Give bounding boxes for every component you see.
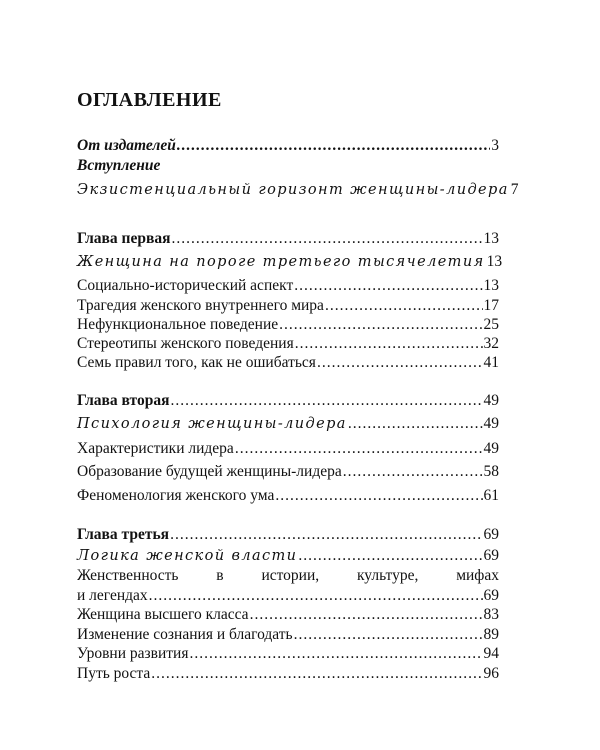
toc-entry[interactable] [77, 276, 499, 296]
toc-entry-title: Образование будущей женщины-лидера [77, 463, 342, 480]
dot-leader [325, 296, 483, 316]
toc-subtitle-2[interactable] [77, 414, 499, 434]
toc-entry-page: 69 [483, 526, 499, 543]
dot-leader [294, 625, 483, 645]
toc-entry[interactable] [77, 644, 499, 664]
toc-chapter-title: Глава вторая [77, 392, 170, 409]
toc-entry-title: Уровни развития [77, 645, 189, 662]
toc-entry-title: Вступление [77, 157, 161, 174]
toc-entry-page: 69 [483, 587, 499, 604]
dot-leader [294, 276, 482, 296]
toc-chapter-3[interactable] [77, 525, 499, 545]
toc-entry-wrapped[interactable] [77, 566, 499, 586]
toc-entry-title: Трагедия женского внутреннего мира [77, 297, 324, 314]
toc-entry[interactable] [77, 315, 499, 335]
dot-leader [343, 462, 483, 482]
toc-entry-publisher[interactable] [77, 136, 499, 156]
toc-entry-preface[interactable] [77, 156, 499, 176]
toc-entry-title-line [77, 566, 499, 586]
toc-entry-page: 13 [486, 253, 503, 270]
toc-entry[interactable] [77, 625, 499, 645]
toc-entry-page: 41 [483, 354, 499, 371]
toc-chapter-1[interactable] [77, 229, 499, 249]
page-heading: ОГЛАВЛЕНИЕ [77, 89, 222, 111]
dot-leader [298, 546, 482, 566]
toc-entry-title: Семь правил того, как не ошибаться [77, 354, 316, 371]
toc-entry-title: Женщина высшего класса [77, 606, 249, 623]
dot-leader [279, 315, 482, 335]
toc-entry-title: Изменение сознания и благодать [77, 626, 293, 643]
toc-chapter-title: Глава первая [77, 230, 171, 247]
toc-entry[interactable] [77, 605, 499, 625]
dot-leader [250, 605, 483, 625]
toc-entry-title: Феноменология женского ума [77, 487, 275, 504]
toc-entry-page: 32 [483, 335, 499, 352]
toc-entry-existential[interactable] [77, 180, 519, 200]
dot-leader [151, 664, 482, 684]
dot-leader [170, 391, 482, 411]
toc-entry-page: 25 [483, 316, 499, 333]
toc-chapter-title: Глава третья [77, 526, 170, 543]
toc-entry-page: 49 [483, 392, 499, 409]
toc-entry-title: Логика женской власти [77, 548, 298, 564]
toc-word: мифах [456, 567, 499, 584]
toc-entry[interactable] [77, 334, 499, 354]
toc-entry-page: 94 [483, 645, 499, 662]
toc-entry-page: 58 [483, 463, 499, 480]
toc-entry[interactable] [77, 462, 499, 482]
toc-entry[interactable] [77, 296, 499, 316]
toc-entry-page: 7 [510, 181, 519, 198]
toc-entry-title: Экзистенциальный горизонт женщины-лидера [77, 182, 509, 198]
toc-entry-title: Женщина на пороге третьего тысячелетия [77, 254, 485, 270]
toc-subtitle-3[interactable] [77, 546, 499, 566]
dot-leader [348, 414, 483, 434]
toc-entry-page: 3 [491, 137, 499, 154]
dot-leader [170, 525, 482, 545]
toc-subtitle-1[interactable] [77, 252, 503, 272]
toc-entry[interactable] [77, 486, 499, 506]
toc-entry-title: и легендах [77, 587, 148, 604]
toc-entry-title: От издателей [77, 137, 176, 154]
dot-leader [172, 229, 483, 249]
dot-leader [235, 439, 483, 459]
toc-chapter-2[interactable] [77, 391, 499, 411]
toc-entry-title: Социально-исторический аспект [77, 277, 294, 294]
toc-entry[interactable] [77, 439, 499, 459]
dot-leader [189, 644, 482, 664]
toc-entry-page: 49 [483, 440, 499, 457]
toc-word: истории, [261, 567, 320, 584]
toc-entry-title: Стереотипы женского поведения [77, 335, 294, 352]
toc-entry-title: Характеристики лидера [77, 440, 234, 457]
toc-entry-page: 89 [483, 626, 499, 643]
toc-entry-page: 13 [483, 230, 499, 247]
toc-entry-title: Психология женщины-лидера [77, 416, 347, 432]
toc-entry-page: 49 [483, 415, 499, 432]
dot-leader [177, 136, 490, 156]
toc-entry-page: 17 [483, 297, 499, 314]
toc-entry-title: Нефункциональное поведение [77, 316, 279, 333]
dot-leader [275, 486, 482, 506]
toc-entry-wrapped-rest[interactable] [77, 586, 499, 606]
toc-entry-title: Путь роста [77, 665, 151, 682]
toc-entry[interactable] [77, 664, 499, 684]
toc-entry-page: 13 [483, 277, 499, 294]
toc-entry-page: 83 [483, 606, 499, 623]
dot-leader [295, 334, 483, 354]
toc-entry-page: 61 [483, 487, 499, 504]
dot-leader [149, 586, 483, 606]
toc-entry-page: 69 [483, 547, 499, 564]
toc-word: Женственность [77, 567, 179, 584]
toc-word: в [216, 567, 224, 584]
dot-leader [317, 353, 483, 373]
toc-entry-page: 96 [483, 665, 499, 682]
toc-word: культуре, [356, 567, 419, 584]
toc-entry[interactable] [77, 353, 499, 373]
